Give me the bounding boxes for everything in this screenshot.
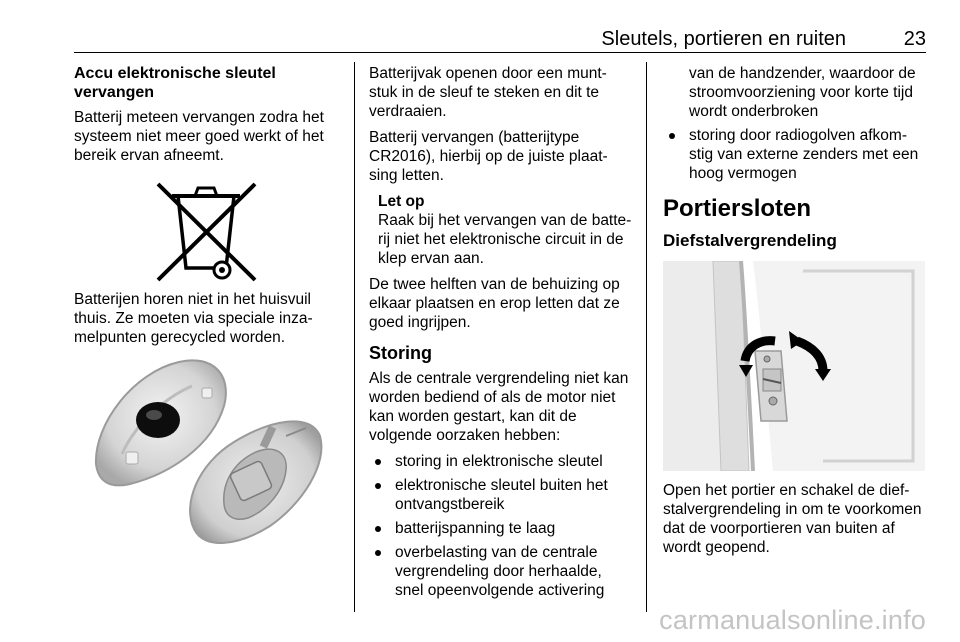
note-text: Raak bij het vervangen van de batte-rij niet het elektronische circuit in de klep ervan aan. <box>378 212 632 267</box>
note-label: Let op <box>378 193 425 210</box>
watermark: carmanualsonline.info <box>659 605 926 635</box>
section-heading-battery: Accu elektronische sleutel vervangen <box>74 65 276 101</box>
paragraph-theft-lock: Open het portier en schakel de dief-stalvergrendeling in om te voorkomen dat de voorportieren van buiten af wordt geopend. <box>663 482 922 556</box>
note-block <box>369 192 633 268</box>
column-1 <box>74 64 338 554</box>
column-divider-2 <box>646 62 647 612</box>
door-lock-rotation-illustration <box>663 261 925 471</box>
page-header <box>74 28 926 53</box>
paragraph-replace-battery: Batterij vervangen (batterijtype CR2016), hierbij op de juiste plaat-sing letten. <box>369 129 608 184</box>
paragraph-battery-intro: Batterij meteen vervangen zodra het systeem niet meer goed werkt of het bereik ervan afneemt. <box>74 109 324 164</box>
storing-cause-list <box>369 452 633 600</box>
list-item: storing door radiogolven afkom-stig van externe zenders met een hoog vermogen <box>663 126 927 183</box>
subheading-diefstalvergrendeling: Diefstalvergrendeling <box>663 231 837 250</box>
list-item-continuation: van de handzender, waardoor de stroomvoorziening voor korte tijd wordt onderbroken <box>689 65 916 120</box>
list-item: batterijspanning te laag <box>369 519 633 538</box>
paragraph-storing-intro: Als de centrale vergrendeling niet kan worden bediend of als de motor niet kan worden gestart, kan dit de volgende oorzaken hebben: <box>369 370 629 444</box>
paragraph-reassemble: De twee helften van de behuizing op elkaar plaatsen en erop letten dat ze goed ingrijpen. <box>369 276 620 331</box>
paragraph-open-compartment: Batterijvak openen door een munt-stuk in de sleuf te steken en dit te verdraaien. <box>369 65 607 120</box>
paragraph-recycling: Batterijen horen niet in het huisvuil thuis. Ze moeten via speciale inza-melpunten gerecycled worden. <box>74 291 313 346</box>
column-divider-1 <box>354 62 355 612</box>
crossed-out-wheelie-bin-icon <box>74 172 338 284</box>
list-item: elektronische sleutel buiten het ontvangstbereik <box>369 476 633 514</box>
column-2 <box>369 64 633 605</box>
list-item: storing in elektronische sleutel <box>369 452 633 471</box>
page-number: 23 <box>903 28 926 50</box>
header-title: Sleutels, portieren en ruiten <box>601 28 846 50</box>
remote-key-battery-illustration <box>74 354 338 554</box>
section-heading-portiersloten: Portiersloten <box>663 195 812 222</box>
list-item: overbelasting van de centrale vergrendeling door herhaalde, snel opeenvolgende activering <box>369 543 633 600</box>
column-3 <box>663 64 927 564</box>
section-heading-storing: Storing <box>369 343 432 363</box>
storing-cause-list-continued <box>663 126 927 183</box>
